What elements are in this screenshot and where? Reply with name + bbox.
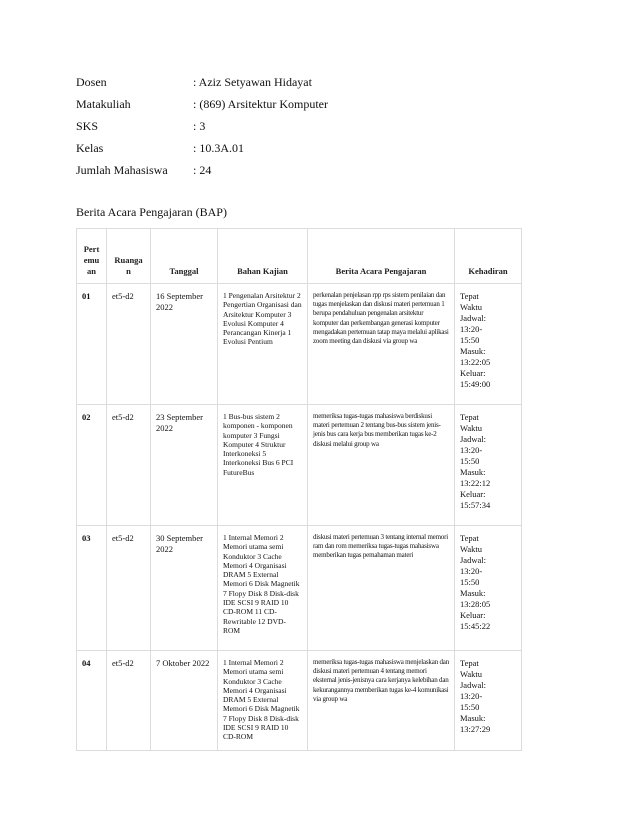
kehadiran-line: Waktu [460,302,482,312]
ruangan-cell: et5-d2 [107,651,151,751]
kehadiran-line: Tepat [460,533,479,543]
kehadiran-line: 13:28:05 [460,599,491,609]
tanggal-cell: 16 September 2022 [151,284,218,405]
kehadiran-line: Waktu [460,544,482,554]
info-row-dosen [76,75,576,97]
bahan-kajian-cell: 1 Internal Memori 2 Memori utama semi Konduktor 3 Cache Memori 4 Organisasi DRAM 5 External Memori 6 Disk Magnetik 7 Flopy Disk 8 Disk-disk IDE SCSI 9 RAID 10 CD-ROM [218,651,308,751]
info-row-jumlah-mahasiswa [76,163,576,185]
kehadiran-line: Keluar: [460,610,486,620]
kehadiran-line: 15:50 [460,335,480,345]
kehadiran-line: 13:20- [460,691,483,701]
berita-acara-cell: memeriksa tugas-tugas mahasiswa berdiskusi materi pertemuan 2 tentang bus-bus sistem jenis-jenis bus cara kerja bus memberikan tugas ke-2 diskusi melalui group wa [308,405,455,526]
table-row [77,405,522,526]
pertemuan-cell: 02 [77,405,107,526]
kehadiran-line: Tepat [460,412,479,422]
info-label: Matakuliah [76,97,131,111]
info-label: Dosen [76,75,107,89]
table-row [77,651,522,751]
kehadiran-line: 13:27:29 [460,724,491,734]
pertemuan-cell: 01 [77,284,107,405]
bahan-kajian-cell: 1 Pengenalan Arsitektur 2 Pengertian Organisasi dan Arsitektur Komputer 3 Evolusi Komputer 4 Perancangan Kinerja 1 Evolusi Pentium [218,284,308,405]
info-row-matakuliah [76,97,576,119]
pertemuan-cell: 03 [77,526,107,651]
table-row [77,284,522,405]
kehadiran-line: Masuk: [460,713,486,723]
course-info [76,75,576,185]
info-row-kelas [76,141,576,163]
info-label: Kelas [76,141,104,155]
table-row [77,526,522,651]
kehadiran-cell [455,651,522,751]
info-label: Jumlah Mahasiswa [76,163,168,177]
bap-section-title: Berita Acara Pengajaran (BAP) [76,205,227,219]
kehadiran-line: 15:49:00 [460,379,491,389]
kehadiran-line: Masuk: [460,467,486,477]
kehadiran-line: Jadwal: [460,434,486,444]
kehadiran-cell [455,526,522,651]
kehadiran-line: 13:20- [460,445,483,455]
kehadiran-line: Masuk: [460,346,486,356]
kehadiran-line: 13:22:12 [460,478,491,488]
kehadiran-line: Waktu [460,423,482,433]
info-label: SKS [76,119,99,133]
tanggal-cell: 30 September 2022 [151,526,218,651]
kehadiran-line: Jadwal: [460,680,486,690]
kehadiran-line: 15:50 [460,577,480,587]
kehadiran-line: Waktu [460,669,482,679]
info-row-sks [76,119,576,141]
kehadiran-line: Masuk: [460,588,486,598]
berita-acara-cell: memeriksa tugas-tugas mahasiswa menjelaskan dan diskusi materi pertemuan 4 tentang memori eksternal jenis-jenisnya cara kerjanya kelebihan dan kekurangannya memberikan tugas ke-4 komunikasi via group wa [308,651,455,751]
ruangan-cell: et5-d2 [107,405,151,526]
kehadiran-line: Jadwal: [460,555,486,565]
bahan-kajian-cell: 1 Bus-bus sistem 2 komponen - komponen komputer 3 Fungsi Komputer 4 Struktur Interkoneksi 5 Interkoneksi Bus 6 PCI FutureBus [218,405,308,526]
header-kehadiran: Kehadiran [455,229,522,284]
info-value: : 10.3A.01 [193,141,244,155]
info-value: : (869) Arsitektur Komputer [193,97,328,111]
header-bahan-kajian: Bahan Kajian [218,229,308,284]
kehadiran-line: 15:45:22 [460,621,491,631]
kehadiran-line: 15:50 [460,456,480,466]
pertemuan-cell: 04 [77,651,107,751]
kehadiran-line: Keluar: [460,489,486,499]
berita-acara-cell: perkenalan penjelasan rpp rps sistem penilaian dan tugas menjelaskan dan diskusi materi pertemuan 1 berupa pendahuluan pengenalan arsitektur komputer dan perkembangan generasi komputer mengadakan pertemuan tatap maya melalui aplikasi zoom meeting dan diskusi via group wa [308,284,455,405]
bahan-kajian-cell: 1 Internal Memori 2 Memori utama semi Konduktor 3 Cache Memori 4 Organisasi DRAM 5 External Memori 6 Disk Magnetik 7 Flopy Disk 8 Disk-disk IDE SCSI 9 RAID 10 CD-ROM 11 CD-Rewritable 12 DVD-ROM [218,526,308,651]
kehadiran-line: Tepat [460,658,479,668]
header-ruangan: Ruangan [107,229,151,284]
kehadiran-line: 15:57:34 [460,500,491,510]
kehadiran-cell [455,405,522,526]
kehadiran-line: Keluar: [460,368,486,378]
kehadiran-line: 13:20- [460,566,483,576]
kehadiran-line: 13:20- [460,324,483,334]
kehadiran-line: Tepat [460,291,479,301]
header-tanggal: Tanggal [151,229,218,284]
tanggal-cell: 7 Oktober 2022 [151,651,218,751]
kehadiran-cell [455,284,522,405]
info-value: : Aziz Setyawan Hidayat [193,75,312,89]
table-header-row [77,229,522,284]
tanggal-cell: 23 September 2022 [151,405,218,526]
info-value: : 3 [193,119,206,133]
kehadiran-line: Jadwal: [460,313,486,323]
info-value: : 24 [193,163,212,177]
header-berita-acara: Berita Acara Pengajaran [308,229,455,284]
header-pertemuan: Pertemuan [77,229,107,284]
kehadiran-line: 15:50 [460,702,480,712]
berita-acara-cell: diskusi materi pertemuan 3 tentang internal memori ram dan rom memeriksa tugas-tugas mahasiswa memberikan tugas pemahaman materi [308,526,455,651]
ruangan-cell: et5-d2 [107,284,151,405]
ruangan-cell: et5-d2 [107,526,151,651]
kehadiran-line: 13:22:05 [460,357,491,367]
bap-table [76,228,522,751]
